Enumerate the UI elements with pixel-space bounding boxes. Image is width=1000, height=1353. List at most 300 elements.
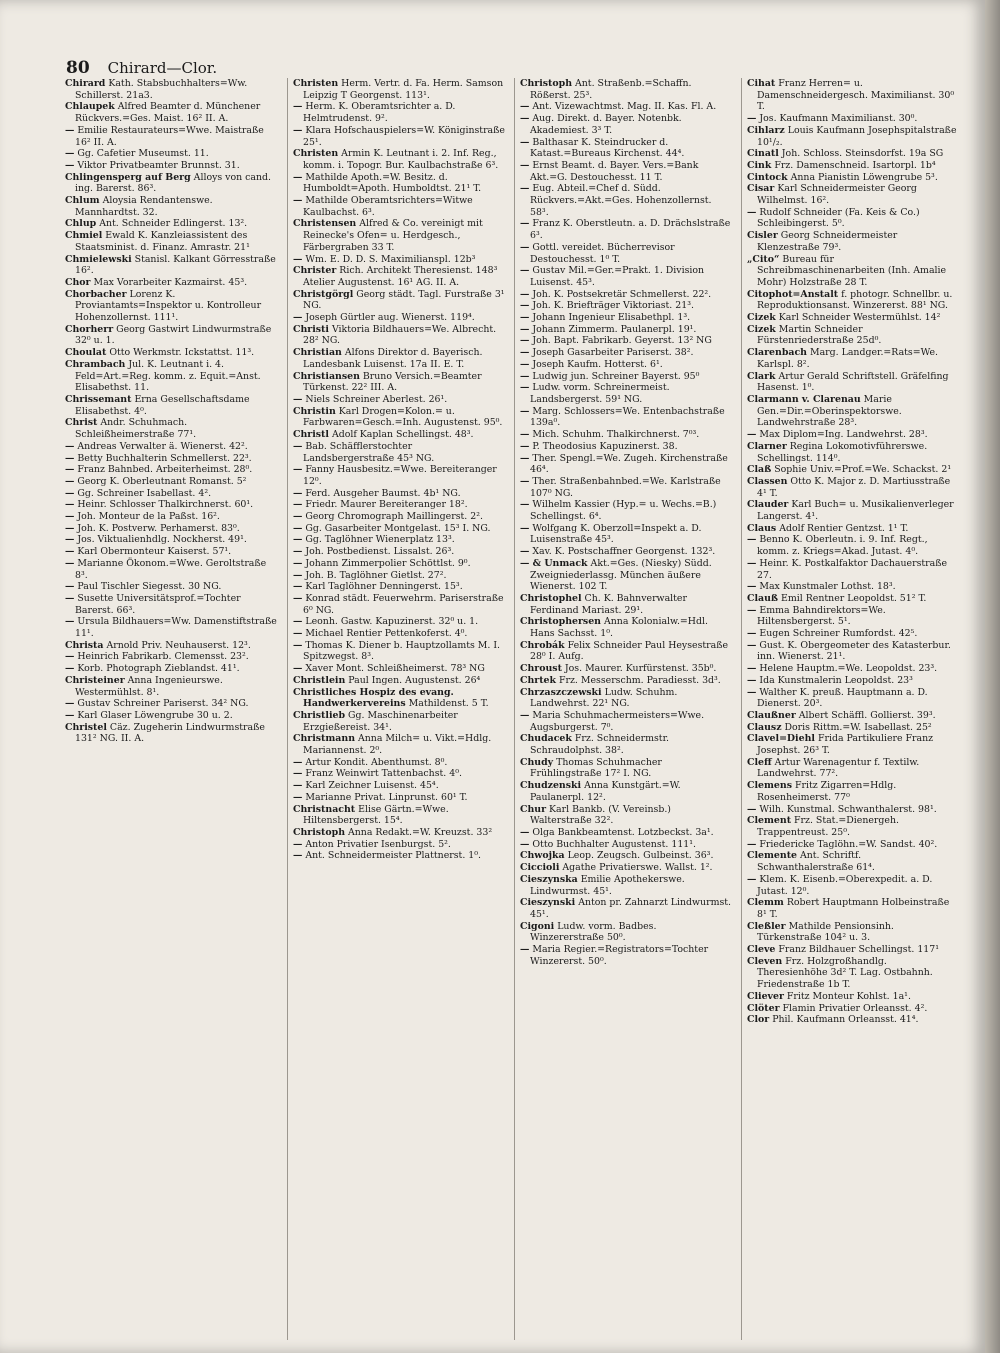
- entry-details: Anna Kolonialw.=Hdl. Hans Sachsst. 1⁰.: [530, 616, 708, 640]
- directory-entry: [520, 406, 733, 429]
- entry-name: Claußner: [747, 709, 796, 721]
- directory-entry: [65, 359, 279, 394]
- entry-details: Mathilde Apoth.=W. Besitz. d. Humboldt=Apoth. Humboldtst. 21¹ T.: [303, 171, 482, 195]
- entry-details: Emil Rentner Leopoldst. 51² T.: [781, 592, 927, 604]
- entry-name: Chrissemant: [65, 393, 132, 405]
- entry-name: Chur: [520, 803, 547, 815]
- entry-details: Cäz. Zugeherin Lindwurmstraße 131² NG. II. A.: [75, 721, 265, 745]
- entry-name: —: [520, 522, 530, 534]
- directory-entry: [65, 324, 279, 347]
- entry-details: Heinr. Schlosser Thalkirchnerst. 60¹.: [77, 499, 254, 511]
- directory-entry: [520, 675, 733, 687]
- directory-entry: [65, 148, 279, 160]
- directory-entry: [65, 125, 279, 148]
- directory-entry: [747, 710, 960, 722]
- entry-details: Jul. K. Leutnant i. 4. Feld=Art.=Reg. komm. z. Equit.=Anst. Elisabethst. 11.: [75, 358, 261, 394]
- directory-entry: [520, 335, 733, 347]
- directory-entry: [520, 441, 733, 453]
- entry-name: Christiansen: [293, 370, 360, 382]
- entry-name: —: [747, 628, 757, 640]
- directory-entry: [747, 476, 960, 499]
- entry-name: —: [293, 756, 303, 768]
- directory-entry: [65, 172, 279, 195]
- directory-entry: [747, 172, 960, 184]
- entry-name: Christoph: [520, 78, 573, 89]
- entry-name: —: [520, 113, 530, 125]
- directory-entry: [520, 242, 733, 265]
- column-2: [287, 78, 506, 1340]
- entry-name: Christa: [65, 639, 104, 651]
- directory-entry: [293, 347, 506, 370]
- entry-details: Stanisl. Kalkant Görresstraße 16².: [75, 253, 276, 277]
- directory-entry: [293, 792, 506, 804]
- directory-entry: [520, 101, 733, 113]
- entry-name: —: [65, 534, 75, 546]
- entry-name: Citophot=Anstalt: [747, 288, 839, 300]
- entry-name: Chlaupek: [65, 101, 115, 113]
- directory-entry: [520, 453, 733, 476]
- entry-details: Frz. Schneidermstr. Schraudolphst. 38².: [530, 733, 670, 757]
- entry-name: —: [747, 534, 757, 546]
- directory-entry: [65, 640, 279, 652]
- entry-details: Frz. Stat.=Dienergeh. Trappentreust. 25⁰.: [757, 815, 899, 838]
- directory-entry: [65, 476, 279, 488]
- entry-details: Georg Schneidermeister Klenzestraße 79³.: [757, 230, 898, 253]
- entry-name: —: [293, 101, 303, 113]
- directory-entry: [520, 874, 733, 897]
- entry-name: —: [293, 768, 303, 780]
- entry-details: Bab. Schäfflerstochter Landsbergerstraße 45³ NG.: [303, 440, 435, 464]
- entry-name: Clarmann v. Clarenau: [747, 393, 861, 405]
- entry-name: Cieszynska: [520, 873, 578, 885]
- entry-details: Gottl. vereidet. Bücherrevisor Destouchesst. 1⁰ T.: [530, 241, 675, 265]
- entry-details: Georg K. Oberleutnant Romanst. 5²: [77, 475, 247, 487]
- entry-details: Leop. Zeugsch. Gulbeinst. 36³.: [567, 850, 714, 862]
- entry-name: —: [293, 522, 303, 534]
- entry-name: Classen: [747, 475, 788, 487]
- entry-name: —: [520, 546, 530, 558]
- directory-entry: [65, 160, 279, 172]
- entry-name: Christlein: [293, 674, 346, 686]
- directory-entry: [520, 616, 733, 639]
- entry-name: —: [520, 838, 530, 850]
- entry-name: —: [747, 113, 757, 125]
- directory-entry: [65, 394, 279, 417]
- entry-name: —: [293, 124, 303, 136]
- directory-entry: [747, 523, 960, 535]
- entry-name: Chor: [65, 276, 91, 288]
- directory-entry: [65, 558, 279, 581]
- entry-name: —: [65, 709, 75, 721]
- entry-details: Georg Chromograph Maillingerst. 2².: [305, 511, 483, 523]
- entry-name: —: [293, 195, 303, 207]
- entry-details: Franz Bahnbed. Arbeiterheimst. 28⁰.: [77, 464, 253, 476]
- directory-entry: [293, 101, 506, 124]
- entry-details: Joseph Gürtler aug. Wienerst. 119⁴.: [305, 312, 475, 324]
- entry-details: Anna Kunstgärt.=W. Paulanerpl. 12².: [530, 780, 681, 803]
- directory-entry: [520, 476, 733, 499]
- directory-entry: [65, 663, 279, 675]
- directory-entry: [65, 277, 279, 289]
- directory-entry: [747, 628, 960, 640]
- entry-details: Alfred & Co. vereinigt mit Reinecke's Ofen= u. Herdgesch., Färbergraben 33 T.: [303, 218, 483, 253]
- directory-entry: [747, 558, 960, 581]
- directory-entry: [747, 815, 960, 838]
- entry-details: Jos. Kaufmann Maximilianst. 30⁰.: [759, 113, 918, 125]
- entry-name: Christophersen: [520, 616, 601, 628]
- entry-details: Thomas Schuhmacher Frühlingstraße 17² I. NG.: [530, 756, 662, 780]
- entry-details: Wm. E. D. D. S. Maximilianspl. 12b³: [305, 253, 476, 265]
- entry-details: Niels Schreiner Aberlest. 26¹.: [305, 393, 448, 405]
- directory-entry: [520, 850, 733, 862]
- directory-entry: [520, 429, 733, 441]
- entry-name: —: [65, 464, 75, 476]
- directory-entry: [747, 289, 960, 312]
- entry-name: Christeiner: [65, 674, 125, 686]
- directory-entry: [65, 347, 279, 359]
- directory-entry: [747, 874, 960, 897]
- directory-entry: [293, 394, 506, 406]
- entry-name: Cizek: [747, 312, 776, 324]
- entry-details: Emma Bahndirektors=We. Hiltensbergerst. 5¹.: [757, 604, 886, 628]
- entry-details: Elise Gärtn.=Wwe. Hiltensbergerst. 15⁴.: [303, 803, 449, 827]
- entry-name: Clavel=Diehl: [747, 733, 815, 745]
- directory-entry: [293, 570, 506, 582]
- directory-entry: [747, 207, 960, 230]
- directory-entry: [520, 160, 733, 183]
- directory-entry: [293, 733, 506, 756]
- entry-name: —: [65, 124, 75, 136]
- entry-name: —: [65, 651, 75, 663]
- entry-name: —: [293, 557, 303, 569]
- directory-entry: [293, 546, 506, 558]
- entry-name: —: [293, 487, 303, 499]
- entry-name: Claus: [747, 522, 777, 534]
- entry-name: —: [747, 581, 757, 593]
- entry-name: —: [747, 873, 757, 885]
- entry-name: Cintock: [747, 171, 788, 183]
- entry-details: Ant. Schneider Edlingerst. 13².: [99, 218, 248, 230]
- entry-details: Heinrich Fabrikarb. Clemensst. 23².: [77, 651, 249, 663]
- entry-details: Eugen Schreiner Rumfordst. 42⁵.: [759, 628, 918, 640]
- entry-name: —: [65, 616, 75, 628]
- entry-details: Benno K. Oberleutn. i. 9. Inf. Regt., komm. z. Kriegs=Akad. Jutast. 4⁰.: [757, 534, 928, 558]
- entry-details: Albert Schäffl. Gollierst. 39³.: [798, 709, 936, 721]
- entry-name: —: [65, 522, 75, 534]
- entry-name: —: [520, 429, 530, 441]
- directory-entry: [65, 499, 279, 511]
- entry-details: Frida Partikuliere Franz Josephst. 26³ T.: [757, 733, 934, 757]
- directory-entry: [747, 347, 960, 370]
- entry-details: Aloysia Rendantenswe. Mannhardtst. 32.: [75, 195, 213, 218]
- entry-name: —: [520, 405, 530, 417]
- entry-name: —: [65, 592, 75, 604]
- entry-name: —: [293, 546, 303, 558]
- entry-name: Cleff: [747, 756, 772, 768]
- directory-entry: [65, 651, 279, 663]
- entry-details: Joh. B. Taglöhner Gietlst. 27².: [305, 569, 447, 581]
- entry-details: Maria Schuhmachermeisters=Wwe. Augsburgerst. 7⁰.: [530, 709, 705, 733]
- entry-name: Christnacht: [293, 803, 356, 815]
- entry-name: Clarenbach: [747, 347, 807, 359]
- directory-entry: [747, 675, 960, 687]
- entry-name: —: [65, 148, 75, 160]
- directory-entry: [293, 172, 506, 195]
- entry-details: Erna Gesellschaftsdame Elisabethst. 4⁰.: [75, 393, 250, 417]
- entry-name: —: [520, 944, 530, 956]
- entry-name: —: [747, 429, 757, 441]
- directory-entry: [520, 839, 733, 851]
- directory-entry: [293, 687, 506, 710]
- directory-entry: [520, 347, 733, 359]
- entry-details: Joh. K. Postsekretär Schmellerst. 22².: [532, 288, 712, 300]
- directory-entry: [293, 628, 506, 640]
- entry-details: Wolfgang K. Oberzoll=Inspekt a. D. Luisenstraße 45³.: [530, 522, 702, 546]
- entry-details: Joh. Bapt. Fabrikarb. Geyerst. 13² NG: [532, 335, 712, 347]
- entry-details: Emilie Restaurateurs=Wwe. Maistraße 16² II. A.: [75, 124, 264, 148]
- directory-entry: [747, 687, 960, 710]
- entry-details: Karl Zeichner Luisenst. 45⁴.: [305, 780, 439, 792]
- directory-entry: [65, 488, 279, 500]
- entry-details: Gg. Cafetier Museumst. 11.: [77, 148, 209, 160]
- entry-details: Flamin Privatier Orleansst. 4².: [782, 1002, 928, 1014]
- entry-details: Eug. Abteil.=Chef d. Südd. Rückvers.=Akt.=Ges. Hohenzollernst. 58³.: [530, 183, 712, 218]
- entry-name: Christgörgl: [293, 288, 354, 300]
- entry-name: Christliches Hospiz des evang. Handwerkervereins: [293, 686, 454, 710]
- entry-details: Karl Buch= u. Musikalienverleger Langerst. 4¹.: [757, 499, 954, 523]
- directory-entry: [520, 593, 733, 616]
- entry-details: Arnold Priv. Neuhauserst. 12³.: [106, 639, 251, 651]
- directory-entry: [520, 663, 733, 675]
- directory-entry: [293, 125, 506, 148]
- entry-name: Chudacek: [520, 733, 572, 745]
- entry-details: Gg. Taglöhner Wienerplatz 13³.: [305, 534, 455, 546]
- directory-entry: [520, 558, 733, 593]
- entry-details: Otto Werkmstr. Ickstattst. 11³.: [109, 347, 255, 359]
- directory-entry: [293, 195, 506, 218]
- entry-name: —: [65, 546, 75, 558]
- entry-name: —: [293, 253, 303, 265]
- directory-entry: [747, 125, 960, 148]
- directory-entry: [520, 371, 733, 383]
- entry-details: P. Theodosius Kapuzinerst. 38.: [532, 440, 678, 452]
- entry-name: —: [65, 581, 75, 593]
- entry-name: Cihlarz: [747, 124, 785, 136]
- directory-entry: [520, 546, 733, 558]
- directory-entry: [293, 757, 506, 769]
- entry-details: Mich. Schuhm. Thalkirchnerst. 7⁰³.: [532, 429, 700, 441]
- entry-name: —: [520, 101, 530, 113]
- directory-entry: [293, 148, 506, 171]
- entry-name: —: [65, 663, 75, 675]
- entry-details: Anna Milch= u. Vikt.=Hdlg. Mariannenst. 2⁰.: [303, 733, 492, 757]
- column-3: [514, 78, 733, 1340]
- entry-name: Christlieb: [293, 709, 346, 721]
- entry-name: —: [293, 440, 303, 452]
- directory-entry: [747, 581, 960, 593]
- directory-entry: [520, 499, 733, 522]
- entry-name: —: [293, 663, 303, 675]
- entry-details: Maria Regier.=Registrators=Tochter Winzererst. 50⁰.: [530, 944, 709, 967]
- entry-name: —: [293, 592, 303, 604]
- directory-entry: [293, 663, 506, 675]
- entry-details: Johann Ingenieur Elisabethpl. 1³.: [532, 312, 691, 324]
- directory-entry: [293, 289, 506, 312]
- page-header: [66, 58, 945, 80]
- entry-details: Robert Hauptmann Holbeinstraße 8¹ T.: [757, 897, 950, 920]
- entry-name: —: [520, 218, 530, 230]
- entry-details: Korb. Photograph Zieblandst. 41¹.: [77, 663, 240, 675]
- entry-details: Frz. Damenschneid. Isartorpl. 1b⁴: [774, 159, 936, 171]
- directory-entry: [747, 148, 960, 160]
- entry-details: Joh. Monteur de la Paßst. 16².: [77, 511, 220, 523]
- entry-details: Mathilde Pensionsinh. Türkenstraße 104² u. 3.: [757, 920, 894, 944]
- directory-entry: [293, 593, 506, 616]
- entry-details: Xav. K. Postschaffner Georgenst. 132³.: [532, 546, 716, 558]
- entry-details: Friedr. Maurer Bereiteranger 18².: [305, 499, 468, 511]
- entry-name: Christen: [293, 78, 339, 89]
- entry-name: —: [747, 557, 757, 569]
- entry-details: Lorenz K. Proviantamts=Inspektor u. Kontrolleur Hohenzollernst. 111¹.: [75, 288, 262, 324]
- directory-entry: [747, 921, 960, 944]
- directory-entry: [747, 160, 960, 172]
- directory-entry: [65, 546, 279, 558]
- entry-details: Alfons Direktor d. Bayerisch. Landesbank Luisenst. 17a II. E. T.: [303, 347, 483, 370]
- directory-entry: [520, 137, 733, 160]
- entry-details: Ludwig jun. Schreiner Bayerst. 95⁰: [532, 370, 700, 382]
- entry-name: —: [293, 581, 303, 593]
- directory-entry: [747, 230, 960, 253]
- entry-name: Clemens: [747, 780, 792, 792]
- directory-entry: [293, 78, 506, 101]
- entry-details: Phil. Kaufmann Orleansst. 41⁴.: [772, 1014, 919, 1026]
- entry-name: Cleßler: [747, 920, 786, 932]
- entry-details: Frz. Messerschm. Paradiesst. 3d³.: [559, 674, 721, 686]
- directory-entry: [293, 371, 506, 394]
- directory-entry: [747, 593, 960, 605]
- entry-details: Ant. Straßenb.=Schaffn. Rößerst. 25³.: [530, 78, 692, 101]
- entry-details: Paul Tischler Siegesst. 30 NG.: [77, 581, 222, 593]
- entry-details: Max Vorarbeiter Kazmairst. 45³.: [93, 276, 248, 288]
- directory-entry: [65, 722, 279, 745]
- directory-entry: [747, 254, 960, 289]
- entry-name: —: [520, 159, 530, 171]
- entry-details: Franz Bildhauer Schellingst. 117¹: [778, 944, 939, 956]
- entry-name: Cihat: [747, 78, 776, 89]
- directory-entry: [65, 453, 279, 465]
- entry-details: Konrad städt. Feuerwehrm. Pariserstraße 6⁰ NG.: [303, 592, 504, 616]
- entry-name: Cleven: [747, 955, 783, 967]
- entry-details: Susette Universitätsprof.=Tochter Barerst. 66³.: [75, 592, 241, 616]
- directory-entry: [747, 394, 960, 429]
- entry-details: Adolf Rentier Gentzst. 1¹ T.: [779, 522, 909, 534]
- directory-entry: [520, 113, 733, 136]
- entry-details: Doris Rittm.=W. Isabellast. 25²: [784, 721, 932, 733]
- directory-entry: [293, 780, 506, 792]
- directory-entry: [520, 687, 733, 710]
- directory-entry: [747, 897, 960, 920]
- entry-details: Rich. Architekt Theresienst. 148³ Atelier Augustenst. 16¹ AG. II. A.: [303, 265, 498, 288]
- entry-name: —: [293, 312, 303, 324]
- directory-entry: [65, 593, 279, 616]
- directory-entry: [747, 956, 960, 991]
- entry-details: Karl Schneidermeister Georg Wilhelmst. 16².: [757, 183, 917, 207]
- entry-details: Johann Zimmerpolier Schöttlst. 9⁰.: [305, 557, 471, 569]
- directory-entry: [520, 359, 733, 371]
- directory-entry: [293, 464, 506, 487]
- entry-name: —: [293, 639, 303, 651]
- entry-name: Chmiel: [65, 230, 103, 242]
- entry-name: Cigoni: [520, 920, 555, 932]
- entry-name: —: [520, 827, 530, 838]
- entry-details: Gust. K. Obergeometer des Katasterbur. inn. Wienerst. 21¹.: [757, 639, 951, 663]
- directory-entry: [747, 429, 960, 441]
- entry-details: Andr. Schuhmach. Schleißheimerstraße 77¹.: [75, 417, 197, 441]
- entry-details: Artur Gerald Schriftstell. Gräfelfing Hasenst. 1⁰.: [757, 370, 949, 394]
- entry-name: Cliever: [747, 990, 784, 1002]
- entry-name: —: [520, 136, 530, 148]
- entry-name: Clemm: [747, 897, 784, 909]
- entry-details: Franz Weinwirt Tattenbachst. 4⁰.: [305, 768, 462, 780]
- entry-details: Ida Kunstmalerin Leopoldst. 23³: [759, 674, 913, 686]
- entry-details: Gustav Mil.=Ger.=Prakt. 1. Division Luisenst. 45³.: [530, 265, 705, 288]
- entry-details: Ch. K. Bahnverwalter Ferdinand Mariast. 29¹.: [530, 592, 687, 616]
- entry-name: Clauder: [747, 499, 789, 511]
- entry-details: Herm. K. Oberamtsrichter a. D. Helmtrudenst. 9².: [303, 101, 456, 125]
- entry-details: Otto Buchhalter Augustenst. 111¹.: [532, 838, 697, 850]
- entry-details: Anna Redakt.=W. Kreuzst. 33²: [348, 827, 493, 838]
- entry-details: Joseph Gasarbeiter Pariserst. 38².: [532, 347, 694, 359]
- entry-details: Karl Obermonteur Kaiserst. 57¹.: [77, 546, 232, 558]
- entry-name: Christ: [65, 417, 98, 429]
- entry-name: —: [520, 183, 530, 195]
- directory-entry: [747, 183, 960, 206]
- entry-name: —: [747, 803, 757, 815]
- directory-entry: [293, 558, 506, 570]
- directory-entry: [293, 675, 506, 687]
- entry-details: Andreas Verwalter ä. Wienerst. 42².: [77, 440, 248, 452]
- entry-details: Rudolf Schneider (Fa. Keis & Co.) Schleibingerst. 5⁰.: [757, 206, 920, 230]
- entry-details: Ernst Beamt. d. Bayer. Vers.=Bank Akt.=G. Destouchesst. 11 T.: [530, 159, 699, 183]
- entry-details: Ant. Vizewachtmst. Mag. II. Kas. Fl. A.: [532, 101, 717, 113]
- entry-name: —: [65, 159, 75, 171]
- entry-name: —: [520, 335, 530, 347]
- directory-entry: [747, 780, 960, 803]
- directory-entry: [65, 441, 279, 453]
- directory-entry: [747, 1014, 960, 1026]
- entry-name: —: [293, 569, 303, 581]
- directory-entry: [293, 710, 506, 733]
- entry-name: Cisler: [747, 230, 778, 242]
- directory-entry: [293, 804, 506, 827]
- entry-details: Helene Hauptm.=We. Leopoldst. 23³.: [759, 663, 938, 675]
- entry-name: —: [520, 312, 530, 324]
- directory-entry: [520, 300, 733, 312]
- entry-name: Clor: [747, 1014, 770, 1026]
- entry-name: —: [520, 382, 530, 394]
- entry-details: Gg. Schreiner Isabellast. 4².: [77, 487, 212, 499]
- entry-details: Joh. Postbedienst. Lissalst. 26³.: [305, 546, 455, 558]
- directory-entry: [747, 464, 960, 476]
- directory-entry: [65, 195, 279, 218]
- entry-name: —: [293, 838, 303, 850]
- directory-entry: [747, 839, 960, 851]
- entry-details: Emilie Apothekerswe. Lindwurmst. 45¹.: [530, 873, 685, 897]
- entry-details: Karl Schneider Westermühlst. 14²: [778, 312, 941, 324]
- entry-details: Joh. Schloss. Steinsdorfst. 19a SG: [781, 148, 944, 160]
- entry-details: Karl Glaser Löwengrube 30 u. 2.: [77, 709, 233, 721]
- entry-details: Marianne Ökonom.=Wwe. Geroltstraße 8³.: [75, 557, 267, 581]
